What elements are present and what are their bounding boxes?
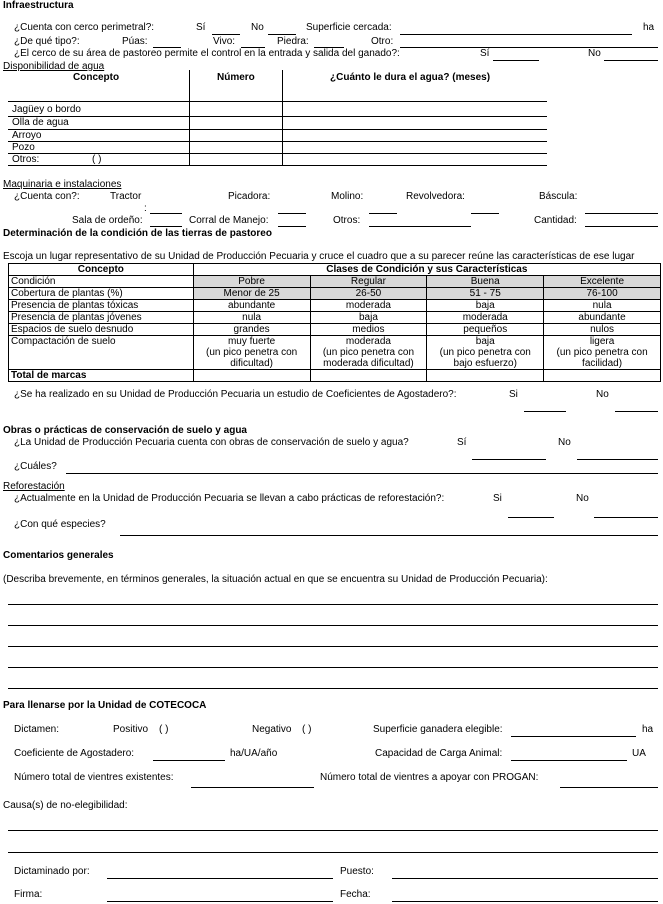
th-concepto: Concepto [9,264,194,276]
cell[interactable]: 76-100 [544,288,661,300]
firma-field[interactable] [107,901,333,902]
tractor-field[interactable] [150,213,182,214]
superficie-elegible-ha: ha [642,724,654,735]
agua-divider-2 [282,70,283,165]
comentarios-line[interactable] [8,688,658,689]
capacidad-unit: UA [632,748,646,759]
cerco-question: ¿Cuenta con cerco perimetral?: [14,22,155,33]
class-buena: Buena [427,276,544,288]
cell[interactable]: nula [193,312,310,324]
control-question: ¿El cerco de su área de pastoreo permite el control en la entrada y salida del ganado?: [14,48,400,59]
agua-header-meses: ¿Cuánto le dura el agua? (meses) [330,72,491,83]
superficie-field[interactable] [400,34,632,35]
agua-row-line [8,129,547,130]
cerco-no-label: No [251,22,264,33]
cell[interactable]: 26-50 [310,288,427,300]
vientres-label: Número total de vientres existentes: [14,772,174,783]
th-condicion: Condición [9,276,194,288]
agua-row-jaguey: Jagüey o bordo [12,104,81,115]
especies-field[interactable] [120,535,658,536]
obras-question: ¿La Unidad de Producción Pecuaria cuenta con obras de conservación de suelo y agua? [14,437,409,448]
refo-question: ¿Actualmente en la Unidad de Producción Pecuaria se llevan a cabo prácticas de reforestación?: [14,493,445,504]
coeficiente-field[interactable] [153,760,225,761]
fecha-field[interactable] [392,901,658,902]
especies-label: ¿Con qué especies? [14,519,106,530]
coeficiente-unit: ha/UA/año [230,748,278,759]
vivo-label: Vivo: [213,36,236,47]
cuenta-con-label: ¿Cuenta con?: [14,191,80,202]
corral-label: Corral de Manejo: [189,215,269,226]
picadora-field[interactable] [278,213,306,214]
cell[interactable]: nula [544,300,661,312]
puesto-field[interactable] [392,878,658,879]
agua-otros-paren: ( ) [92,154,102,165]
cell[interactable]: abundante [193,300,310,312]
section-agua: Disponibilidad de agua [3,61,105,72]
superficie-ha: ha [643,22,655,33]
agua-row-line [8,116,547,117]
positivo-label: Positivo [113,724,149,735]
agua-header-numero: Número [217,72,255,83]
agua-row-otros: Otros: [12,154,40,165]
coef-si-field[interactable] [524,411,566,412]
cell[interactable]: baja (un pico penetra con bajo esfuerzo) [427,336,544,370]
fecha-label: Fecha: [340,889,371,900]
control-no-label: No [588,48,601,59]
cell[interactable]: grandes [193,324,310,336]
negativo-label: Negativo [252,724,292,735]
vientres-progan-label: Número total de vientres a apoyar con PROGAN: [320,772,539,783]
agua-row-olla: Olla de agua [12,117,69,128]
coeficiente-label: Coeficiente de Agostadero: [14,748,135,759]
dictamen-label: Dictamen: [14,724,60,735]
comentarios-line[interactable] [8,604,658,605]
row-label: Espacios de suelo desnudo [9,324,194,336]
cell[interactable]: nulos [544,324,661,336]
comentarios-line[interactable] [8,625,658,626]
comentarios-line[interactable] [8,646,658,647]
cell[interactable]: baja [310,312,427,324]
refo-si-field[interactable] [508,517,554,518]
cell[interactable]: muy fuerte (un pico penetra con dificultad) [193,336,310,370]
otro-label: Otro: [371,36,394,47]
section-cotecoca: Para llenarse por la Unidad de COTECOCA [3,700,207,711]
control-si-field[interactable] [493,60,539,61]
row-label: Cobertura de plantas (%) [9,288,194,300]
bascula-field[interactable] [585,213,658,214]
cell[interactable]: pequeños [427,324,544,336]
molino-label: Molino: [331,191,364,202]
cell[interactable] [427,370,544,382]
cell[interactable]: moderada [427,312,544,324]
section-condicion: Determinación de la condición de las tierras de pastoreo [3,228,272,239]
cantidad-label: Cantidad: [534,215,577,226]
section-obras: Obras o prácticas de conservación de suelo y agua [3,425,247,436]
table-row [9,288,661,300]
agua-header-concepto: Concepto [73,72,120,83]
row-label: Presencia de plantas jóvenes [9,312,194,324]
cerco-si-field[interactable] [212,34,240,35]
otro-field[interactable] [400,47,658,48]
table-row [9,324,661,336]
tractor-label: Tractor [110,191,142,202]
comentarios-description: (Describa brevemente, en términos generales, la situación actual en que se encuentra su Unidad de Producción Pecuaria): [3,574,548,585]
coef-question: ¿Se ha realizado en su Unidad de Producción Pecuaria un estudio de Coeficientes de Agostadero?: [14,389,457,400]
refo-no-label: No [576,493,589,504]
class-regular: Regular [310,276,427,288]
agua-row-pozo: Pozo [12,142,35,153]
class-excelente: Excelente [544,276,661,288]
otros-field[interactable] [369,226,471,227]
vientres-field[interactable] [191,787,314,788]
vientres-progan-field[interactable] [560,787,658,788]
capacidad-field[interactable] [511,760,627,761]
dictaminado-field[interactable] [107,878,333,879]
row-label: Compactación de suelo [9,336,194,370]
picadora-label: Picadora: [228,191,271,202]
superficie-elegible-field[interactable] [511,736,636,737]
agua-row-line [8,165,547,166]
revolvedora-field[interactable] [471,213,499,214]
cell[interactable]: abundante [544,312,661,324]
total-marcas-label: Total de marcas [9,370,194,382]
positivo-checkbox[interactable]: ( ) [159,724,169,735]
cell[interactable]: baja [427,300,544,312]
molino-field[interactable] [369,213,397,214]
cell[interactable]: moderada [310,300,427,312]
causas-line[interactable] [8,830,658,831]
cell[interactable]: medios [310,324,427,336]
agua-divider-1 [189,70,190,165]
obras-no-label: No [558,437,571,448]
refo-no-field[interactable] [594,517,658,518]
cerco-si-label: Sí [196,22,206,33]
tipo-question: ¿De qué tipo?: [14,36,80,47]
refo-si-label: Si [493,493,502,504]
superficie-elegible-label: Superficie ganadera elegible: [373,724,503,735]
row-label: Presencia de plantas tóxicas [9,300,194,312]
negativo-checkbox[interactable]: ( ) [302,724,312,735]
causas-label: Causa(s) de no-elegibilidad: [3,800,128,811]
coef-no-label: No [596,389,609,400]
control-si-label: Sí [480,48,490,59]
causas-line[interactable] [8,852,658,853]
sala-ordeno-label: Sala de ordeño: [72,215,143,226]
control-no-field[interactable] [604,60,658,61]
obras-si-label: Sí [457,437,467,448]
puas-label: Púas: [122,36,148,47]
agua-row-arroyo: Arroyo [12,130,42,141]
cerco-no-field[interactable] [268,34,296,35]
table-row [9,300,661,312]
corral-field[interactable] [278,226,306,227]
agua-row-line [8,153,547,154]
cuales-label: ¿Cuáles? [14,461,57,472]
obras-no-field[interactable] [577,459,658,460]
comentarios-line[interactable] [8,667,658,668]
condicion-instruction: Escoja un lugar representativo de su Unidad de Producción Pecuaria y cruce el cuadro que a su parecer reúne las características de ese lugar [3,251,635,262]
table-row [9,336,661,370]
th-clases: Clases de Condición y sus Características [193,264,660,276]
coef-no-field[interactable] [615,411,658,412]
obras-si-field[interactable] [472,459,546,460]
section-maquinaria: Maquinaria e instalaciones [3,179,122,190]
firma-label: Firma: [14,889,43,900]
cell[interactable]: Menor de 25 [193,288,310,300]
agua-row-line [8,101,547,102]
section-infraestructura: Infraestructura [3,0,74,11]
bascula-label: Báscula: [539,191,578,202]
sala-ordeno-field[interactable] [150,226,182,227]
cantidad-field[interactable] [585,226,658,227]
class-pobre: Pobre [193,276,310,288]
agua-row-line [8,141,547,142]
section-reforestacion: Reforestación [3,481,65,492]
superficie-label: Superficie cercada: [306,22,392,33]
tractor-colon: : [144,203,147,214]
cuales-field[interactable] [66,473,658,474]
cell[interactable] [544,370,661,382]
table-row [9,370,661,382]
cell[interactable]: moderada (un pico penetra con moderada dificultad) [310,336,427,370]
cell[interactable] [193,370,310,382]
condicion-table [8,263,661,382]
cell[interactable]: 51 - 75 [427,288,544,300]
section-comentarios: Comentarios generales [3,550,114,561]
cell[interactable]: ligera (un pico penetra con facilidad) [544,336,661,370]
cell[interactable] [310,370,427,382]
coef-si-label: Si [509,389,518,400]
capacidad-label: Capacidad de Carga Animal: [375,748,503,759]
revolvedora-label: Revolvedora: [406,191,465,202]
dictaminado-label: Dictaminado por: [14,866,90,877]
otros-label: Otros: [333,215,361,226]
table-row [9,312,661,324]
piedra-label: Piedra: [277,36,309,47]
puesto-label: Puesto: [340,866,374,877]
